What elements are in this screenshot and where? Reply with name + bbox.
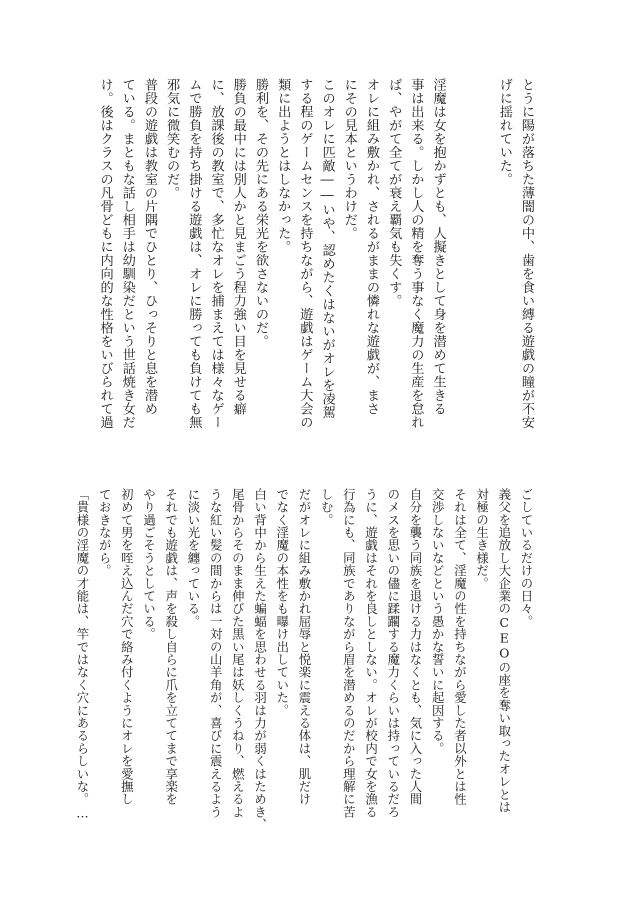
- text-line: ムで勝負を持ち掛ける遊戯は、オレに勝っても負けても無: [186, 78, 202, 429]
- text-line: する程のゲームセンスを持ちながら、遊戯はゲーム大会の: [297, 78, 313, 429]
- text-line: それでも遊戯は、声を殺し自らに爪を立ててまで享楽を: [163, 488, 179, 806]
- text-line: 尾骨からそのまま伸びた黒い尾は妖しくうねり、燃えるよ: [230, 488, 246, 819]
- text-line: でなく淫魔の本性をも曝け出していた。: [274, 488, 290, 717]
- text-line: とうに陽が落ちた薄闇の中、歯を食い縛る遊戯の瞳が不安: [519, 78, 534, 429]
- text-line: このオレに匹敵――いや、認めたくはないがオレを凌駕: [319, 78, 335, 420]
- text-block-top: [93, 78, 537, 428]
- text-line: 勝負の最中には別人かと見まごう程力強い目を見せる癖: [230, 78, 246, 416]
- text-line: ごしているだけの日々。: [519, 488, 534, 628]
- blank-line: [471, 78, 493, 428]
- text-line: それは全て、淫魔の性を持ちながら愛した者以外とは性: [452, 488, 468, 806]
- text-block-bottom: [71, 488, 537, 833]
- text-line: 義父を追放し大企業のCEOの座を奪い取ったオレとは: [496, 488, 512, 814]
- text-line: オレに組み敷かれ、されるがままの憐れな遊戯が、まさ: [363, 78, 379, 416]
- text-line: 淫魔は女を抱かずとも、人擬きとして身を潜めて生きる: [430, 78, 446, 416]
- text-line: のメスを思いの儘に蹂躙する魔力くらいは持っているだろ: [385, 488, 401, 819]
- text-line: 「貴様の淫魔の才能は、竿ではなく穴にあるらしいな。…: [74, 488, 90, 821]
- text-line: だがオレに組み敷かれ屈辱と悦楽に震える体は、肌だけ: [296, 488, 312, 806]
- text-line: しむ。: [319, 488, 335, 527]
- text-line: やり過ごそうとしている。: [141, 488, 157, 641]
- text-line: 普段の遊戯は教室の片隅でひとり、ひっそりと息を潜め: [141, 78, 157, 416]
- text-line: ば、やがて全てが衰え覇気も失くす。: [386, 78, 402, 308]
- text-line: ている。まともな話し相手は幼馴染だという世話焼き女だ: [119, 78, 135, 429]
- text-line: 行為にも、同族でありながら眉を潜めるのだから理解に苦: [341, 488, 357, 819]
- text-line: にその見本というわけだ。: [341, 78, 357, 240]
- text-line: 交渉しないなどという愚かな誓いに起因する。: [430, 488, 446, 755]
- text-line: 初めて男を咥え込んだ穴で絡み付くようにオレを愛撫し: [119, 488, 135, 806]
- text-line: 自分を襲う同族を退ける力はなくとも、気に入った人間: [407, 488, 423, 806]
- text-line: うに、遊戯はそれを良しとしない。オレが校内で女を漁る: [363, 488, 379, 819]
- text-line: 事は出来る。しかし人の精を奪う事なく魔力の生産を怠れ: [408, 78, 424, 429]
- text-line: げに揺れていた。: [496, 78, 512, 186]
- text-line: ておきながら。: [97, 488, 113, 577]
- blank-line: [449, 78, 471, 428]
- text-line: 邪気に微笑むのだ。: [164, 78, 180, 200]
- text-line: に、放課後の教室で、多忙なオレを捕まえては様々なゲー: [208, 78, 224, 429]
- text-line: 白い背中から生えた蝙蝠を思わせる羽は力が弱くはためき、: [252, 488, 268, 831]
- text-line: 類に出ようとはしなかった。: [275, 78, 291, 254]
- text-line: に淡い光を纏っている。: [185, 488, 201, 628]
- text-line: け。後はクラスの凡骨どもに内向的な性格をいびられて過: [97, 78, 113, 429]
- text-line: うな紅い髪の間からは一対の山羊角が、喜びに震えるよう: [208, 488, 224, 819]
- text-line: 勝利を、その先にある栄光を欲さないのだ。: [252, 78, 268, 348]
- text-line: 対極の生き様だ。: [474, 488, 490, 590]
